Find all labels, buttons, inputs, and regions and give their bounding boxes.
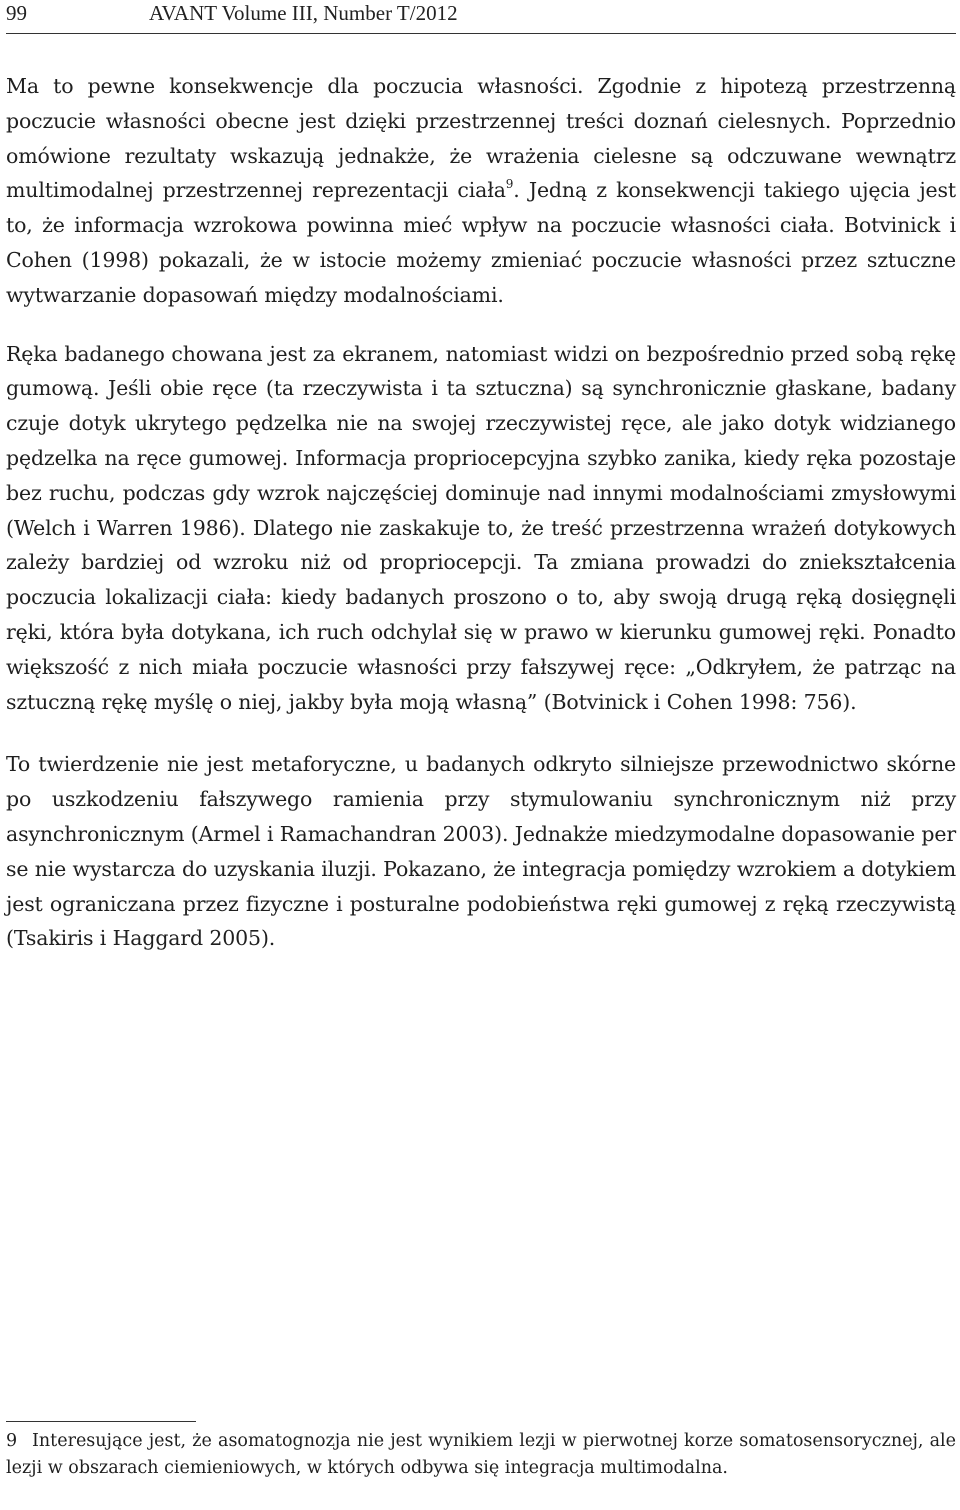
- footnote-reference[interactable]: 9: [505, 177, 514, 192]
- footnote-number: 9: [6, 1431, 18, 1451]
- paragraph-2: Ręka badanego chowana jest za ekranem, natomiast widzi on bezpośrednio przed sobą rękę gumową. Jeśli obie ręce (ta rzeczywista i ta sztuczna) są synchronicznie głaskane, badany czuje dotyk ukrytego pędzelka nie na swojej rzeczywistej ręce, ale jako dotyk widzianego pędzelka na ręce gumowej. Informacja propriocepcyjna szybko zanika, kiedy ręka pozostaje bez ruchu, podczas gdy wzrok najczęściej dominuje nad innymi modalnościami zmysłowymi (Welch i Warren 1986). Dlatego nie zaskakuje to, że treść przestrzenna wrażeń dotykowych zależy bardziej od wzroku niż od propriocepcji. Ta zmiana prowadzi do zniekształcenia poczucia lokalizacji ciała: kiedy badanych proszono o to, aby swoją drugą ręką dosięgnęli ręki, która była dotykana, ich ruch odchylał się w prawo w kierunku gumowej ręki. Ponadto większość z nich miała poczucie własności przy fałszywej ręce: „Odkryłem, że patrząc na sztuczną rękę myślę o niej, jakby była moją własną” (Botvinick i Cohen 1998: 756).: [6, 341, 956, 714]
- paragraph-1-start: Ma to pewne konsekwencje dla poczucia własności. Zgodnie z hipotezą przestrzenną poczucie własności obecne jest dzięki przestrzennej treści doznań cielesnych. Poprzednio omówione rezultaty wskazują jednakże, że wrażenia cielesne są odczuwane wewnątrz multimodalnej przestrzennej reprezentacji ciała: [6, 74, 956, 203]
- header-divider: [6, 33, 956, 34]
- paragraph-3: To twierdzenie nie jest metaforyczne, u badanych odkryto silniejsze przewodnictwo skórne po uszkodzeniu fałszywego ramienia przy stymulowaniu synchronicznym niż przy asynchronicznym (Armel i Ramachandran 2003). Jednakże miedzymodalne dopasowanie per se nie wystarcza do uzyskania iluzji. Pokazano, że integracja pomiędzy wzrokiem a dotykiem jest ograniczana przez fizyczne i posturalne podobieństwa ręki gumowej z ręką rzeczywistą (Tsakiris i Haggard 2005).: [6, 752, 956, 951]
- page-number: 99: [6, 1, 27, 25]
- paragraph-1-end: . Jedną z konsekwencji takiego ujęcia jest to, że informacja wzrokowa powinna mieć wpływ na poczucie własności ciała. Botvinick i Cohen (1998) pokazali, że w istocie możemy zmieniać poczucie własności przez sztuczne wytwarzanie dopasowań między modalnościami.: [6, 178, 956, 307]
- footnote-divider: [6, 1421, 196, 1422]
- running-header: [6, 0, 956, 30]
- footnote: [6, 1428, 956, 1482]
- journal-title: AVANT Volume III, Number T/2012: [149, 1, 458, 25]
- paragraph-1: [6, 69, 956, 313]
- body-text: [6, 69, 956, 956]
- footnote-text: Interesujące jest, że asomatognozja nie jest wynikiem lezji w pierwotnej korze somatosensorycznej, ale lezji w obszarach ciemieniowych, w których odbywa się integracja multimodalna.: [6, 1431, 956, 1478]
